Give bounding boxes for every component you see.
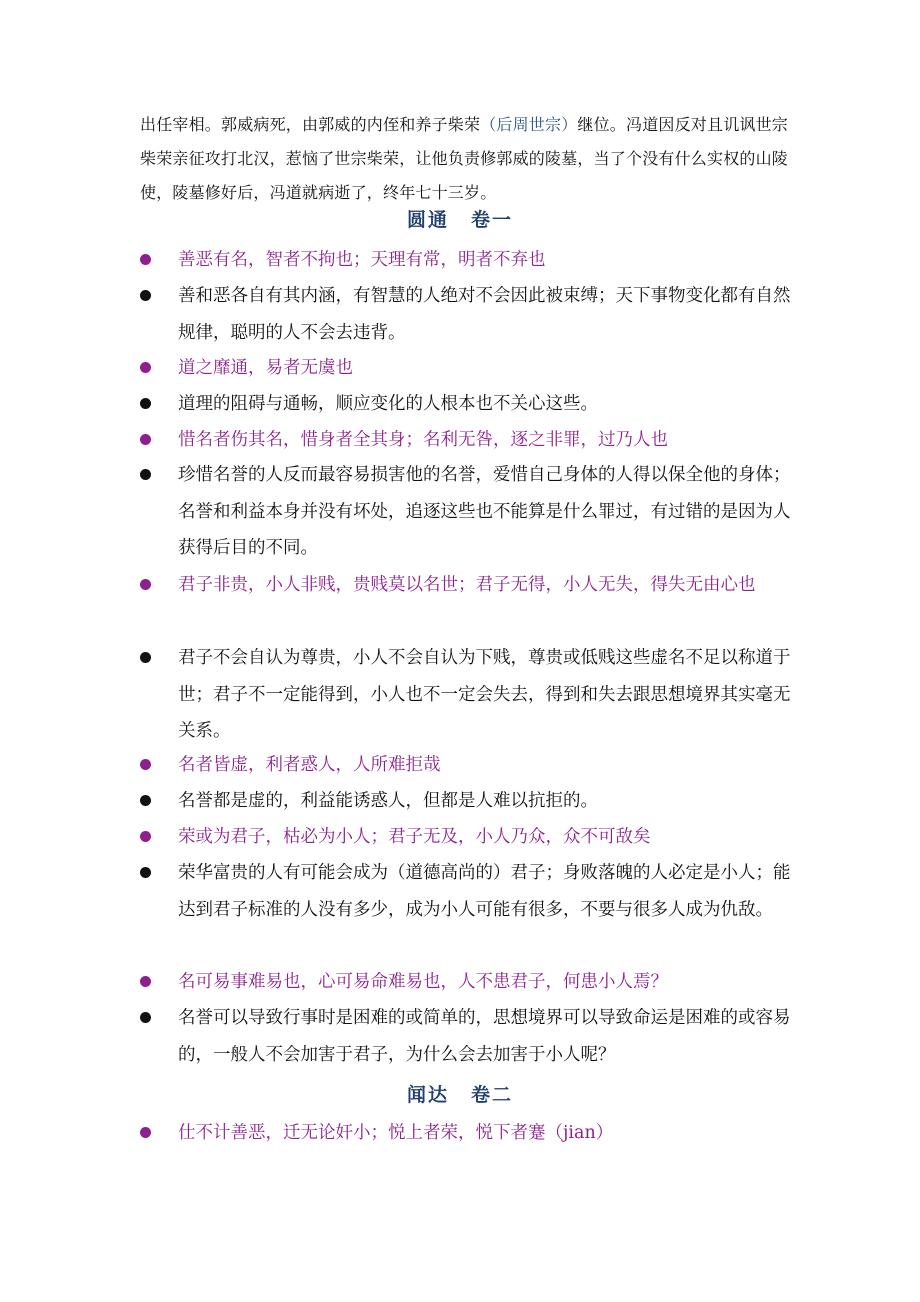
bullet-icon [140, 652, 151, 663]
explanation-item [140, 457, 800, 567]
bullet-icon [140, 831, 151, 842]
section-heading-yuantong [0, 205, 920, 232]
quote-text: 名者皆虚，利者惑人，人所难拒哉 [178, 755, 441, 775]
explanation-text: 名誉都是虚的，利益能诱惑人，但都是人难以抗拒的。 [178, 791, 598, 811]
section-volume: 卷一 [471, 209, 514, 231]
quote-text: 君子非贵，小人非贱，贵贱莫以名世；君子无得，小人无失，得失无由心也 [178, 575, 756, 595]
quote-text: 惜名者伤其名，惜身者全其身；名利无咎，逐之非罪，过乃人也 [178, 430, 668, 450]
explanation-item [140, 640, 800, 750]
quote-item [140, 819, 800, 856]
bullet-icon [140, 867, 151, 878]
explanation-text: 荣华富贵的人有可能会成为（道德高尚的）君子；身败落魄的人必定是小人；能达到君子标准的人没有多少，成为小人可能有很多，不要与很多人成为仇敌。 [178, 863, 791, 920]
explanation-text: 珍惜名誉的人反而最容易损害他的名誉，爱惜自己身体的人得以保全他的身体；名誉和利益本身并没有坏处，追逐这些也不能算是什么罪过，有过错的是因为人获得后目的不同。 [178, 465, 791, 558]
explanation-text: 道理的阻碍与通畅，顺应变化的人根本也不关心这些。 [178, 394, 598, 414]
quote-item [140, 747, 800, 784]
explanation-item [140, 278, 800, 351]
intro-link-houzhou-shizong[interactable]: （后周世宗） [480, 115, 578, 134]
bullet-icon [140, 254, 151, 265]
quote-text: 道之靡通，易者无虞也 [178, 358, 353, 378]
quote-item [140, 350, 800, 387]
intro-text-1: 出任宰相。郭威病死，由郭威的内侄和养子柴荣 [140, 115, 481, 134]
explanation-text: 君子不会自认为尊贵，小人不会自认为下贱，尊贵或低贱这些虚名不足以称道于世；君子不一定能得到，小人也不一定会失去，得到和失去跟思想境界其实毫无关系。 [178, 648, 791, 741]
intro-text-2: 继位。冯道因反对且讥讽世宗柴荣亲征攻打北汉，惹恼了世宗柴荣，让他负责修郭威的陵墓，当了个没有什么实权的山陵使，陵墓修好后，冯道就病逝了，终年七十三岁。 [140, 115, 789, 202]
quote-text: 善恶有名，智者不拘也；天理有常，明者不弃也 [178, 250, 546, 270]
bullet-icon [140, 434, 151, 445]
explanation-item [140, 1000, 800, 1073]
bullet-icon [140, 1012, 151, 1023]
bullet-icon [140, 976, 151, 987]
explanation-item [140, 386, 800, 423]
quote-text: 名可易事难易也，心可易命难易也，人不患君子，何患小人焉？ [178, 972, 668, 992]
explanation-item [140, 855, 800, 928]
section-title: 圆通 [406, 209, 449, 231]
quote-item [140, 422, 800, 459]
quote-item [140, 964, 800, 1001]
explanation-text: 名誉可以导致行事时是困难的或简单的，思想境界可以导致命运是困难的或容易的，一般人不会加害于君子，为什么会去加害于小人呢？ [178, 1008, 791, 1065]
explanation-item [140, 783, 800, 820]
bullet-icon [140, 759, 151, 770]
quote-text: 荣或为君子，枯必为小人；君子无及，小人乃众，众不可敌矣 [178, 827, 651, 847]
bullet-icon [140, 579, 151, 590]
bullet-icon [140, 362, 151, 373]
bullet-icon [140, 795, 151, 806]
quote-item [140, 1115, 800, 1152]
bullet-icon [140, 398, 151, 409]
bullet-icon [140, 1127, 151, 1138]
quote-text: 仕不计善恶，迁无论奸小；悦上者荣，悦下者蹇（jian） [178, 1123, 614, 1143]
quote-item [140, 242, 800, 279]
bullet-icon [140, 469, 151, 480]
bullet-icon [140, 290, 151, 301]
explanation-text: 善和恶各自有其内涵，有智慧的人绝对不会因此被束缚；天下事物变化都有自然规律，聪明的人不会去违背。 [178, 286, 791, 343]
section-heading-wenda [0, 1080, 920, 1107]
quote-item [140, 567, 800, 604]
section-title: 闻达 [406, 1084, 449, 1106]
section-volume: 卷二 [471, 1084, 514, 1106]
intro-paragraph [140, 108, 790, 210]
